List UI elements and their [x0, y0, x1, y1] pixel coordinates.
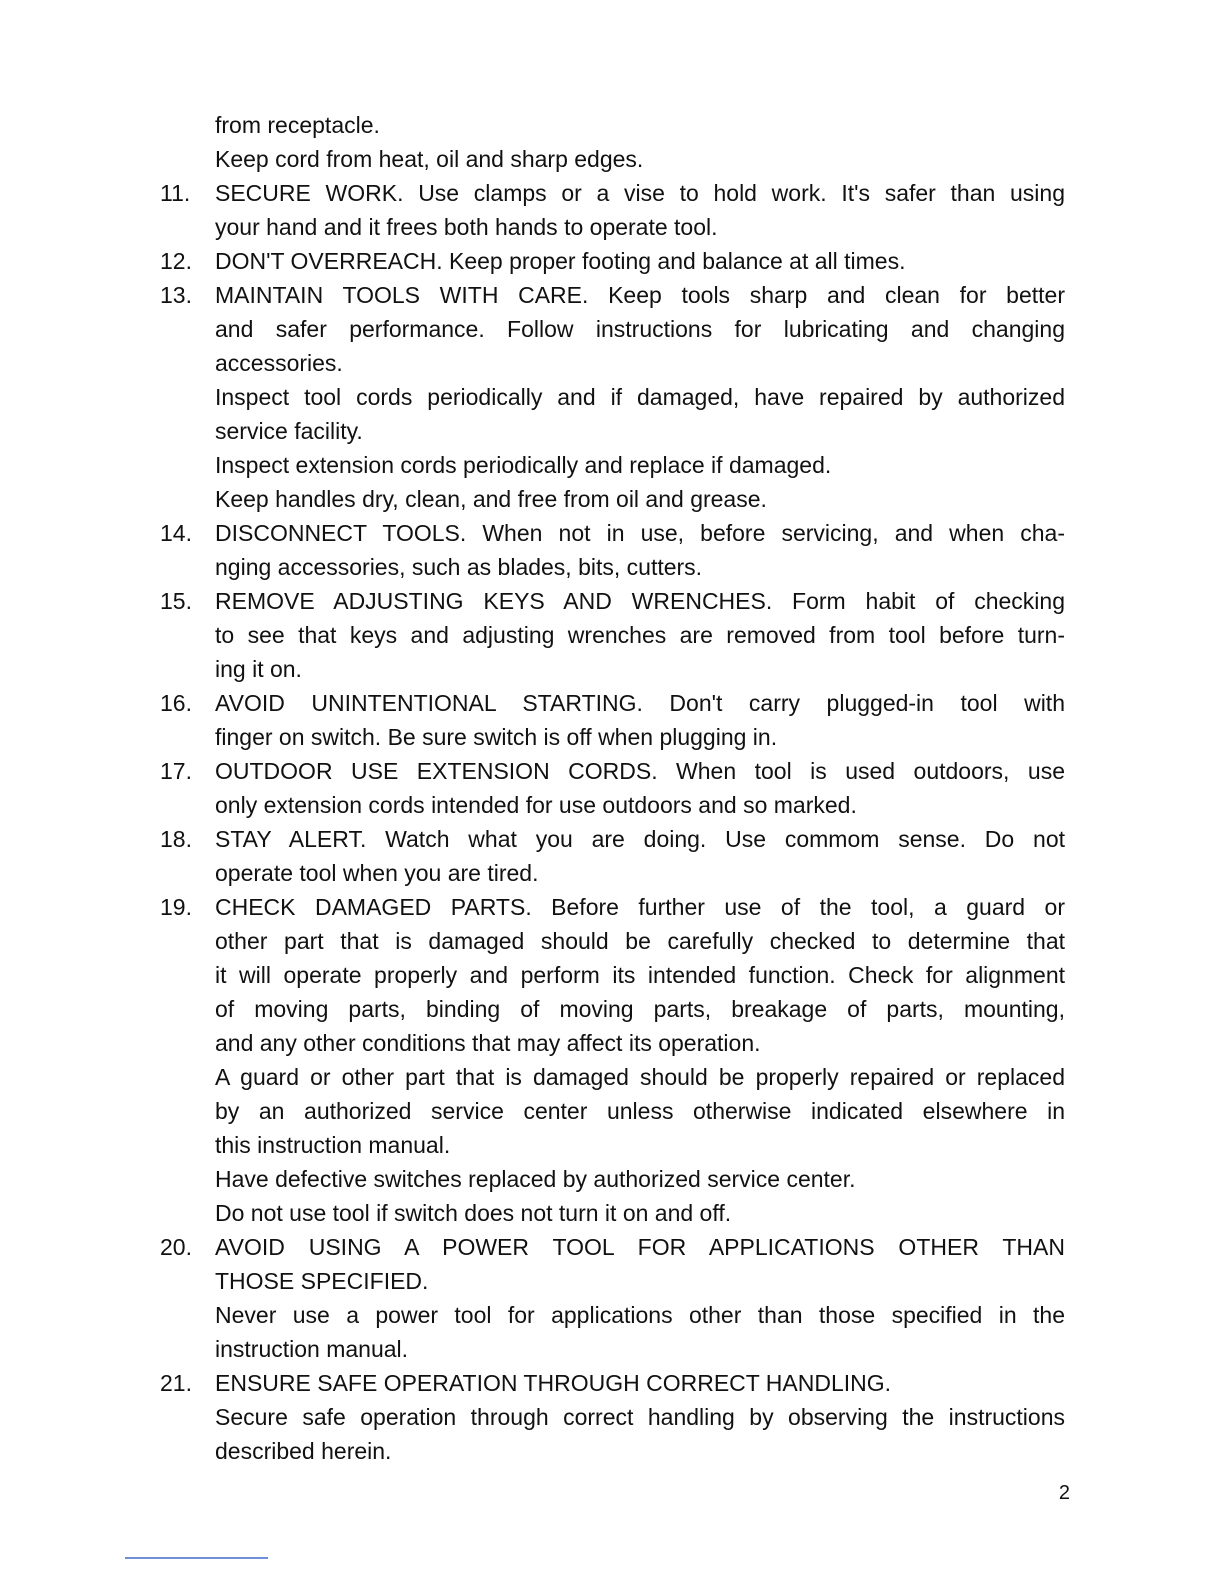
- line-text: DON'T OVERREACH. Keep proper footing and balance at all times.: [215, 248, 906, 274]
- item-number: 11.: [160, 180, 191, 206]
- text-line: [0, 584, 1224, 618]
- line-text: DISCONNECT TOOLS. When not in use, before servicing, and when cha-: [215, 520, 1065, 546]
- line-text: from receptacle.: [215, 112, 380, 138]
- text-line: [0, 142, 1224, 176]
- text-line: [0, 346, 1224, 380]
- item-number: 19.: [160, 894, 192, 920]
- text-line: [0, 278, 1224, 312]
- line-text: it will operate properly and perform its intended function. Check for alignment: [215, 962, 1065, 988]
- text-line: [0, 1162, 1224, 1196]
- line-text: and any other conditions that may affect its operation.: [215, 1030, 761, 1056]
- line-text: operate tool when you are tired.: [215, 860, 539, 886]
- line-text: nging accessories, such as blades, bits, cutters.: [215, 554, 703, 580]
- item-number: 21.: [160, 1370, 192, 1396]
- line-text: other part that is damaged should be carefully checked to determine that: [215, 928, 1065, 954]
- text-line: [0, 380, 1224, 414]
- text-line: [0, 686, 1224, 720]
- item-number: 16.: [160, 690, 192, 716]
- text-line: [0, 414, 1224, 448]
- line-text: STAY ALERT. Watch what you are doing. Use commom sense. Do not: [215, 826, 1065, 852]
- text-line: [0, 890, 1224, 924]
- text-line: [0, 924, 1224, 958]
- text-line: [0, 244, 1224, 278]
- line-text: Never use a power tool for applications other than those specified in the: [215, 1302, 1065, 1328]
- text-line: [0, 1434, 1224, 1468]
- line-text: MAINTAIN TOOLS WITH CARE. Keep tools sharp and clean for better: [215, 282, 1065, 308]
- item-number: 18.: [160, 826, 192, 852]
- text-line: [0, 618, 1224, 652]
- line-text: A guard or other part that is damaged should be properly repaired or replaced: [215, 1064, 1065, 1090]
- line-text: your hand and it frees both hands to operate tool.: [215, 214, 718, 240]
- text-line: [0, 1230, 1224, 1264]
- text-line: [0, 1196, 1224, 1230]
- line-text: THOSE SPECIFIED.: [215, 1268, 429, 1294]
- line-text: and safer performance. Follow instructions for lubricating and changing: [215, 316, 1065, 342]
- text-line: [0, 550, 1224, 584]
- text-line: [0, 1264, 1224, 1298]
- text-line: [0, 992, 1224, 1026]
- line-text: this instruction manual.: [215, 1132, 451, 1158]
- bottom-rule-divider: [125, 1557, 268, 1559]
- line-text: of moving parts, binding of moving parts, breakage of parts, mounting,: [215, 996, 1065, 1022]
- text-line: [0, 1298, 1224, 1332]
- text-line: [0, 108, 1224, 142]
- text-line: [0, 1332, 1224, 1366]
- text-line: [0, 1094, 1224, 1128]
- text-line: [0, 1060, 1224, 1094]
- text-line: [0, 312, 1224, 346]
- line-text: Do not use tool if switch does not turn it on and off.: [215, 1200, 732, 1226]
- line-text: AVOID USING A POWER TOOL FOR APPLICATIONS OTHER THAN: [215, 1234, 1065, 1260]
- text-line: [0, 448, 1224, 482]
- text-line: [0, 516, 1224, 550]
- text-line: [0, 822, 1224, 856]
- text-line: [0, 210, 1224, 244]
- line-text: Inspect extension cords periodically and replace if damaged.: [215, 452, 832, 478]
- line-text: OUTDOOR USE EXTENSION CORDS. When tool is used outdoors, use: [215, 758, 1065, 784]
- item-number: 14.: [160, 520, 192, 546]
- line-text: instruction manual.: [215, 1336, 409, 1362]
- line-text: accessories.: [215, 350, 343, 376]
- line-text: SECURE WORK. Use clamps or a vise to hold work. It's safer than using: [215, 180, 1065, 206]
- line-text: Secure safe operation through correct handling by observing the instructions: [215, 1404, 1065, 1430]
- text-line: [0, 788, 1224, 822]
- text-line: [0, 482, 1224, 516]
- text-line: [0, 1400, 1224, 1434]
- text-line: [0, 958, 1224, 992]
- line-text: Inspect tool cords periodically and if damaged, have repaired by authorized: [215, 384, 1065, 410]
- item-number: 20.: [160, 1234, 192, 1260]
- text-line: [0, 1366, 1224, 1400]
- line-text: Keep cord from heat, oil and sharp edges.: [215, 146, 644, 172]
- safety-instructions-list: [0, 108, 1224, 1468]
- item-number: 17.: [160, 758, 192, 784]
- line-text: service facility.: [215, 418, 363, 444]
- line-text: to see that keys and adjusting wrenches are removed from tool before turn-: [215, 622, 1065, 648]
- page-number: 2: [1058, 1482, 1070, 1504]
- text-line: [0, 176, 1224, 210]
- item-number: 12.: [160, 248, 192, 274]
- line-text: only extension cords intended for use outdoors and so marked.: [215, 792, 857, 818]
- text-line: [0, 720, 1224, 754]
- text-line: [0, 856, 1224, 890]
- text-line: [0, 1026, 1224, 1060]
- item-number: 13.: [160, 282, 192, 308]
- line-text: ENSURE SAFE OPERATION THROUGH CORRECT HANDLING.: [215, 1370, 892, 1396]
- line-text: CHECK DAMAGED PARTS. Before further use of the tool, a guard or: [215, 894, 1065, 920]
- line-text: finger on switch. Be sure switch is off when plugging in.: [215, 724, 778, 750]
- text-line: [0, 652, 1224, 686]
- item-number: 15.: [160, 588, 192, 614]
- line-text: by an authorized service center unless otherwise indicated elsewhere in: [215, 1098, 1065, 1124]
- line-text: Have defective switches replaced by authorized service center.: [215, 1166, 856, 1192]
- line-text: AVOID UNINTENTIONAL STARTING. Don't carry plugged-in tool with: [215, 690, 1065, 716]
- line-text: REMOVE ADJUSTING KEYS AND WRENCHES. Form habit of checking: [215, 588, 1065, 614]
- line-text: Keep handles dry, clean, and free from oil and grease.: [215, 486, 767, 512]
- text-line: [0, 1128, 1224, 1162]
- text-line: [0, 754, 1224, 788]
- line-text: described herein.: [215, 1438, 392, 1464]
- line-text: ing it on.: [215, 656, 302, 682]
